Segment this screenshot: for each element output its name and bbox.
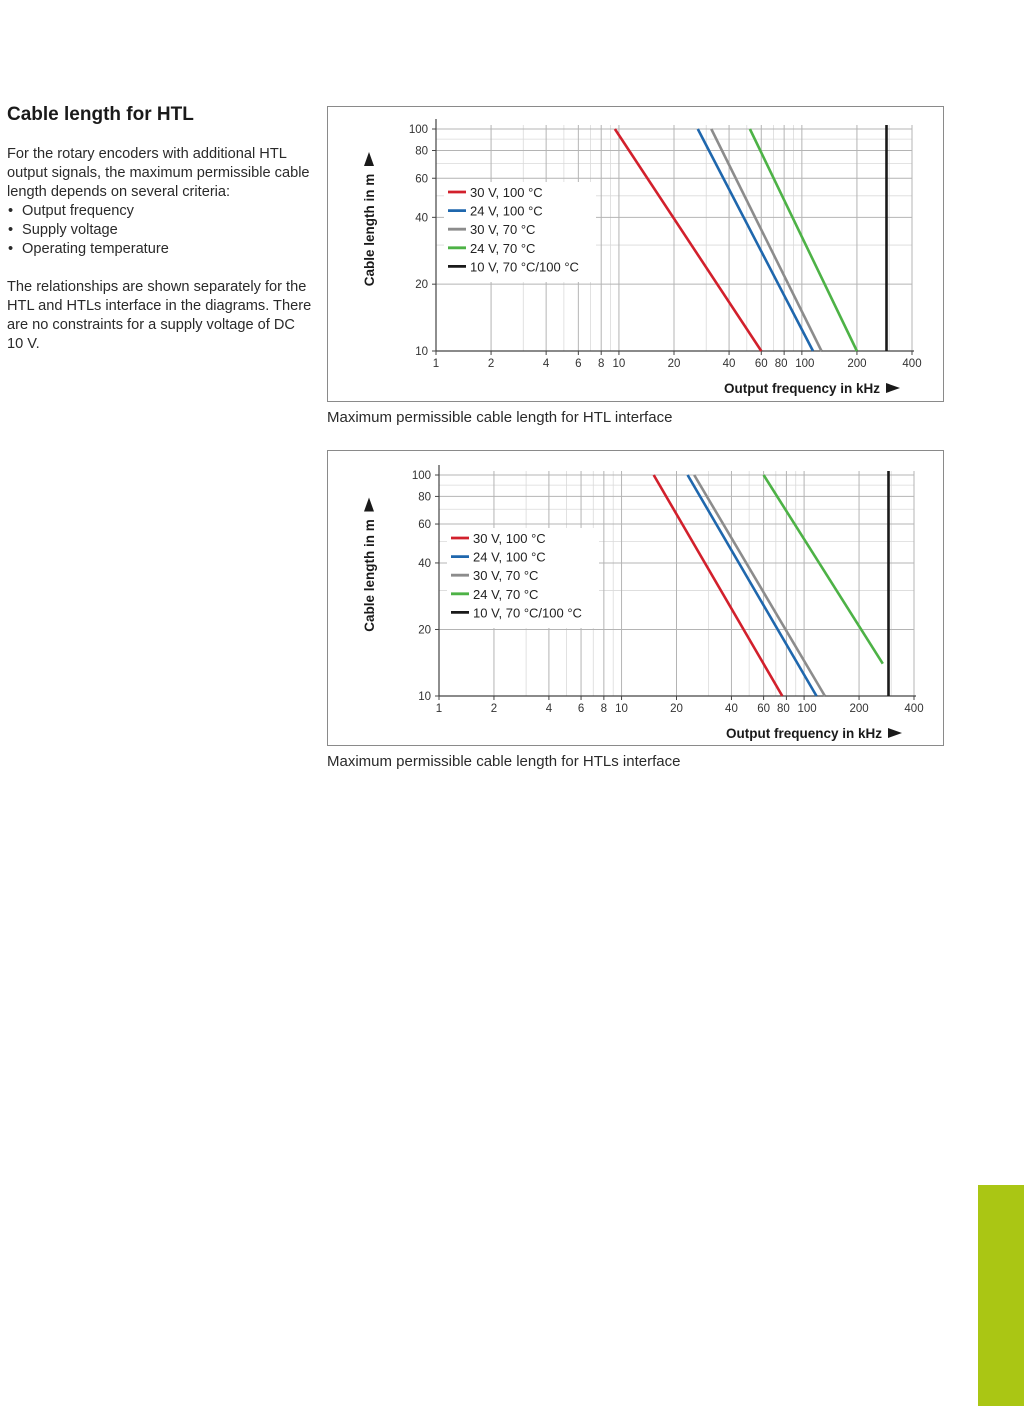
x-tick-label: 40 xyxy=(725,703,738,715)
series-line xyxy=(654,475,783,696)
legend-entry: 10 V, 70 °C/100 °C xyxy=(473,605,582,621)
x-tick-label: 400 xyxy=(902,358,922,370)
y-tick-label: 40 xyxy=(418,557,431,570)
x-tick-label: 6 xyxy=(575,358,582,370)
chart-legend xyxy=(444,182,596,282)
htls-chart-frame xyxy=(327,450,944,746)
x-tick-label: 100 xyxy=(795,358,815,370)
y-axis-title: Cable length in m xyxy=(362,519,377,632)
legend-entry: 24 V, 70 °C xyxy=(470,240,536,256)
legend-entry: 30 V, 70 °C xyxy=(470,222,536,238)
x-tick-label: 40 xyxy=(722,358,736,370)
criteria-item-output-frequency: • Output frequency xyxy=(7,202,312,221)
y-tick-label: 80 xyxy=(418,491,431,504)
x-tick-label: 60 xyxy=(757,703,770,715)
y-axis-arrow-icon xyxy=(364,498,374,512)
x-tick-label: 100 xyxy=(797,703,817,715)
x-tick-label: 10 xyxy=(615,703,628,715)
intro-text-block xyxy=(7,145,312,354)
criteria-item-operating-temperature: • Operating temperature xyxy=(7,240,312,259)
legend-entry: 24 V, 100 °C xyxy=(470,203,543,219)
x-tick-label: 80 xyxy=(774,358,788,370)
x-tick-label: 20 xyxy=(670,703,683,715)
series-line xyxy=(615,129,761,351)
y-tick-label: 10 xyxy=(415,346,428,358)
x-axis-title: Output frequency in kHz xyxy=(723,381,880,396)
x-tick-label: 80 xyxy=(777,703,790,715)
criteria-list xyxy=(7,202,312,259)
htls-chart-caption: Maximum permissible cable length for HTLs interface xyxy=(327,753,681,770)
legend-entry: 10 V, 70 °C/100 °C xyxy=(470,259,579,275)
htl-chart xyxy=(328,107,945,403)
x-tick-label: 8 xyxy=(600,703,608,715)
x-tick-label: 400 xyxy=(904,703,924,715)
x-tick-label: 1 xyxy=(432,358,440,370)
legend-entry: 24 V, 100 °C xyxy=(473,549,546,565)
chart-series xyxy=(615,125,887,351)
series-line xyxy=(698,129,813,351)
x-tick-label: 6 xyxy=(577,703,585,715)
legend-entry: 30 V, 70 °C xyxy=(473,568,539,584)
htls-chart xyxy=(328,451,945,747)
legend-entry: 30 V, 100 °C xyxy=(470,185,543,200)
y-tick-label: 10 xyxy=(418,691,431,703)
series-line xyxy=(694,475,825,696)
x-tick-label: 1 xyxy=(435,703,443,715)
x-tick-label: 60 xyxy=(754,358,768,370)
htl-chart-frame xyxy=(327,106,944,402)
y-tick-label: 40 xyxy=(415,212,428,225)
x-tick-label: 2 xyxy=(490,703,498,715)
y-tick-label: 100 xyxy=(408,124,428,136)
y-tick-label: 20 xyxy=(415,279,428,292)
x-tick-label: 20 xyxy=(667,358,681,370)
x-tick-label: 8 xyxy=(598,358,605,370)
legend-entry: 24 V, 70 °C xyxy=(473,586,539,602)
section-color-tab xyxy=(978,1185,1024,1406)
x-axis-arrow-icon xyxy=(888,728,902,738)
x-tick-label: 4 xyxy=(545,703,553,715)
x-tick-label: 4 xyxy=(542,358,550,370)
intro-paragraph: For the rotary encoders with additional HTL output signals, the maximum permissible cable length depends on several criteria: xyxy=(7,146,310,200)
x-tick-label: 200 xyxy=(847,358,867,370)
y-tick-label: 20 xyxy=(418,624,431,637)
x-tick-label: 2 xyxy=(487,358,495,370)
y-tick-label: 80 xyxy=(415,145,428,158)
y-axis-arrow-icon xyxy=(364,152,374,166)
chart-legend xyxy=(447,528,599,628)
chart-series xyxy=(654,471,889,696)
note-paragraph: The relationships are shown separately for the HTL and HTLs interface in the diagrams. There are no constraints for a supply voltage of DC 10 V. xyxy=(7,279,312,352)
y-tick-label: 60 xyxy=(418,519,431,532)
x-axis-title: Output frequency in kHz xyxy=(725,726,882,741)
section-heading: Cable length for HTL xyxy=(7,104,194,125)
x-tick-label: 10 xyxy=(612,358,626,370)
y-tick-label: 100 xyxy=(411,470,431,482)
y-tick-label: 60 xyxy=(415,173,428,186)
x-axis-arrow-icon xyxy=(886,383,900,393)
y-axis-title: Cable length in m xyxy=(362,173,377,287)
criteria-item-supply-voltage: • Supply voltage xyxy=(7,221,312,240)
htl-chart-caption: Maximum permissible cable length for HTL interface xyxy=(327,409,673,426)
series-line xyxy=(688,475,817,696)
legend-entry: 30 V, 100 °C xyxy=(473,531,546,546)
x-tick-label: 200 xyxy=(849,703,869,715)
